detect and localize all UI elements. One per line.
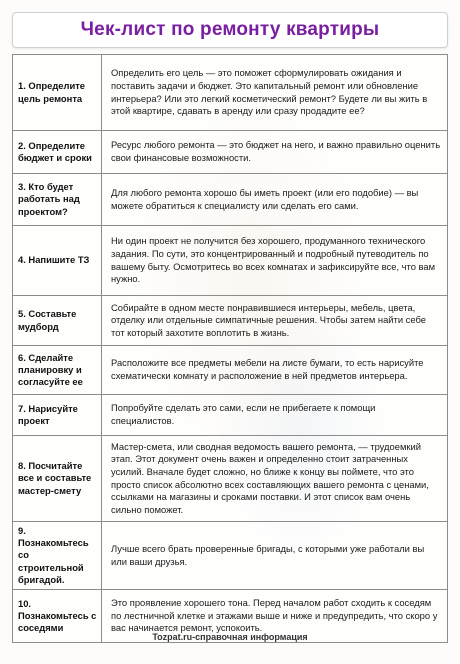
step-label: 6. Сделайте планировку и согласуйте ее <box>13 346 102 395</box>
table-row <box>13 395 448 436</box>
table-row <box>13 131 448 174</box>
step-label: 2. Определите бюджет и сроки <box>13 131 102 174</box>
step-label: 4. Напишите ТЗ <box>13 226 102 296</box>
step-description: Для любого ремонта хорошо бы иметь проект (или его подобие) — вы можете обратиться к специалисту или сделать его сами. <box>102 174 448 226</box>
step-label: 1. Определите цель ремонта <box>13 55 102 131</box>
step-label: 5. Составьте мудборд <box>13 296 102 346</box>
step-label: 9. Познакомьтесь со строительной бригадой. <box>13 522 102 590</box>
step-description: Определить его цель — это поможет сформулировать ожидания и поставить задачи и бюджет. Это капитальный ремонт или обновление интерьера? Или это легкий косметический ремонт? Будете ли вы жить в этой квартире, сдавать в аренду или сразу продадите ее? <box>102 55 448 131</box>
step-label: 3. Кто будет работать над проектом? <box>13 174 102 226</box>
table-row <box>13 296 448 346</box>
table-row <box>13 174 448 226</box>
title-box <box>12 12 448 48</box>
table-row <box>13 346 448 395</box>
table-row <box>13 55 448 131</box>
checklist-table <box>12 54 448 643</box>
step-label: 10. Познакомьтесь с соседями <box>13 590 102 643</box>
step-label: 7. Нарисуйте проект <box>13 395 102 436</box>
page-title: Чек-лист по ремонту квартиры <box>80 19 380 40</box>
step-description: Расположите все предметы мебели на листе бумаги, то есть нарисуйте схематически комнату и расположение в ней предметов интерьера. <box>102 346 448 395</box>
step-description: Ресурс любого ремонта — это бюджет на него, и важно правильно оценить свои финансовые возможности. <box>102 131 448 174</box>
step-label: 8. Посчитайте все и составьте мастер-смету <box>13 436 102 522</box>
table-row <box>13 522 448 590</box>
step-description: Это проявление хорошего тона. Перед началом работ сходить к соседям по лестничной клетке и этажами выше и ниже и предупредить, что скоро у вас начинается ремонт, успокоить. <box>102 590 448 643</box>
table-row <box>13 226 448 296</box>
step-description: Собирайте в одном месте понравившиеся интерьеры, мебель, цвета, отделку или отдельные симпатичные решения. Чтобы затем найти себе тот который захотите воплотить в жизнь. <box>102 296 448 346</box>
footer-caption: Tozpat.ru-справочная информация <box>152 632 308 642</box>
table-row <box>13 436 448 522</box>
step-description: Ни один проект не получится без хорошего, продуманного технического задания. По сути, это концентрированный и подробный путеводитель по вашему быту. Осмотритесь во всех комнатах и зафиксируйте все, что вам нужно. <box>102 226 448 296</box>
step-description: Мастер-смета, или сводная ведомость вашего ремонта, — трудоемкий этап. Этот документ очень важен и определенно стоит затраченных усилий. Вначале будет сложно, но ближе к концу вы поймете, что это просто список абсолютно всех составляющих вашего ремонта с ценами, ссылками на магазины и сроками поставки. И этот список вам очень сильно поможет. <box>102 436 448 522</box>
step-description: Лучше всего брать проверенные бригады, с которыми уже работали вы или ваши друзья. <box>102 522 448 590</box>
step-description: Попробуйте сделать это сами, если не прибегаете к помощи специалистов. <box>102 395 448 436</box>
